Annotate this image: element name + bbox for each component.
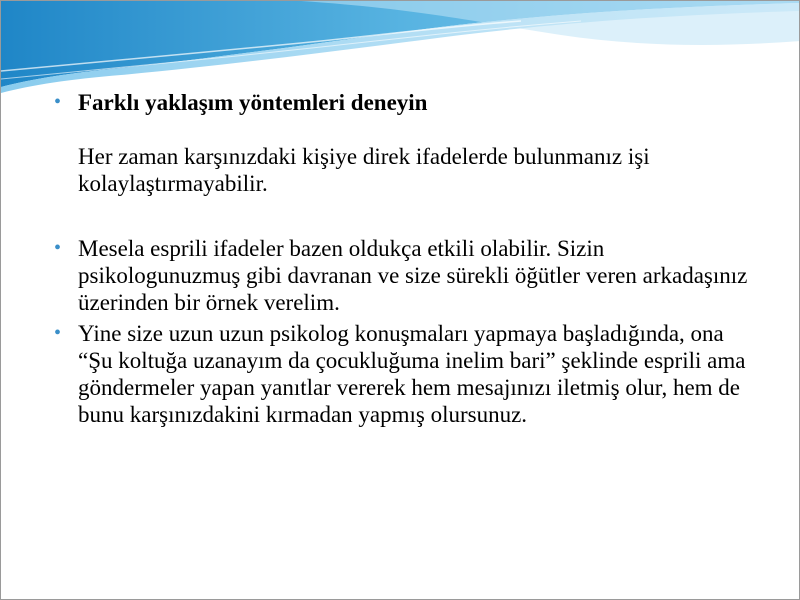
bullet-heading: Farklı yaklaşım yöntemleri deneyin [78, 90, 428, 115]
bullet-item [51, 235, 751, 316]
bullet-subtext: Her zaman karşınızdaki kişiye direk ifadelerde bulunmanız işi kolaylaştırmayabilir. [78, 144, 650, 196]
bullet-list [51, 89, 751, 428]
bullet-item [51, 89, 751, 197]
bullet-text: Yine size uzun uzun psikolog konuşmaları yapmaya başladığında, ona “Şu koltuğa uzanayım da çocukluğuma inelim bari” şeklinde esprili ama göndermeler yapan yanıtlar vererek hem mesajınızı iletmiş olur, hem de bunu karşınızdakini kırmadan yapmış olursunuz. [78, 321, 746, 427]
bullet-icon: • [54, 322, 62, 344]
bullet-item [51, 320, 751, 428]
bullet-icon: • [54, 91, 62, 113]
wave-header-decoration [1, 1, 800, 101]
bullet-text: Mesela esprili ifadeler bazen oldukça etkili olabilir. Sizin psikologunuzmuş gibi davranan ve size sürekli öğütler veren arkadaşınız üzerinden bir örnek verelim. [78, 236, 748, 315]
bullet-icon: • [54, 237, 62, 259]
